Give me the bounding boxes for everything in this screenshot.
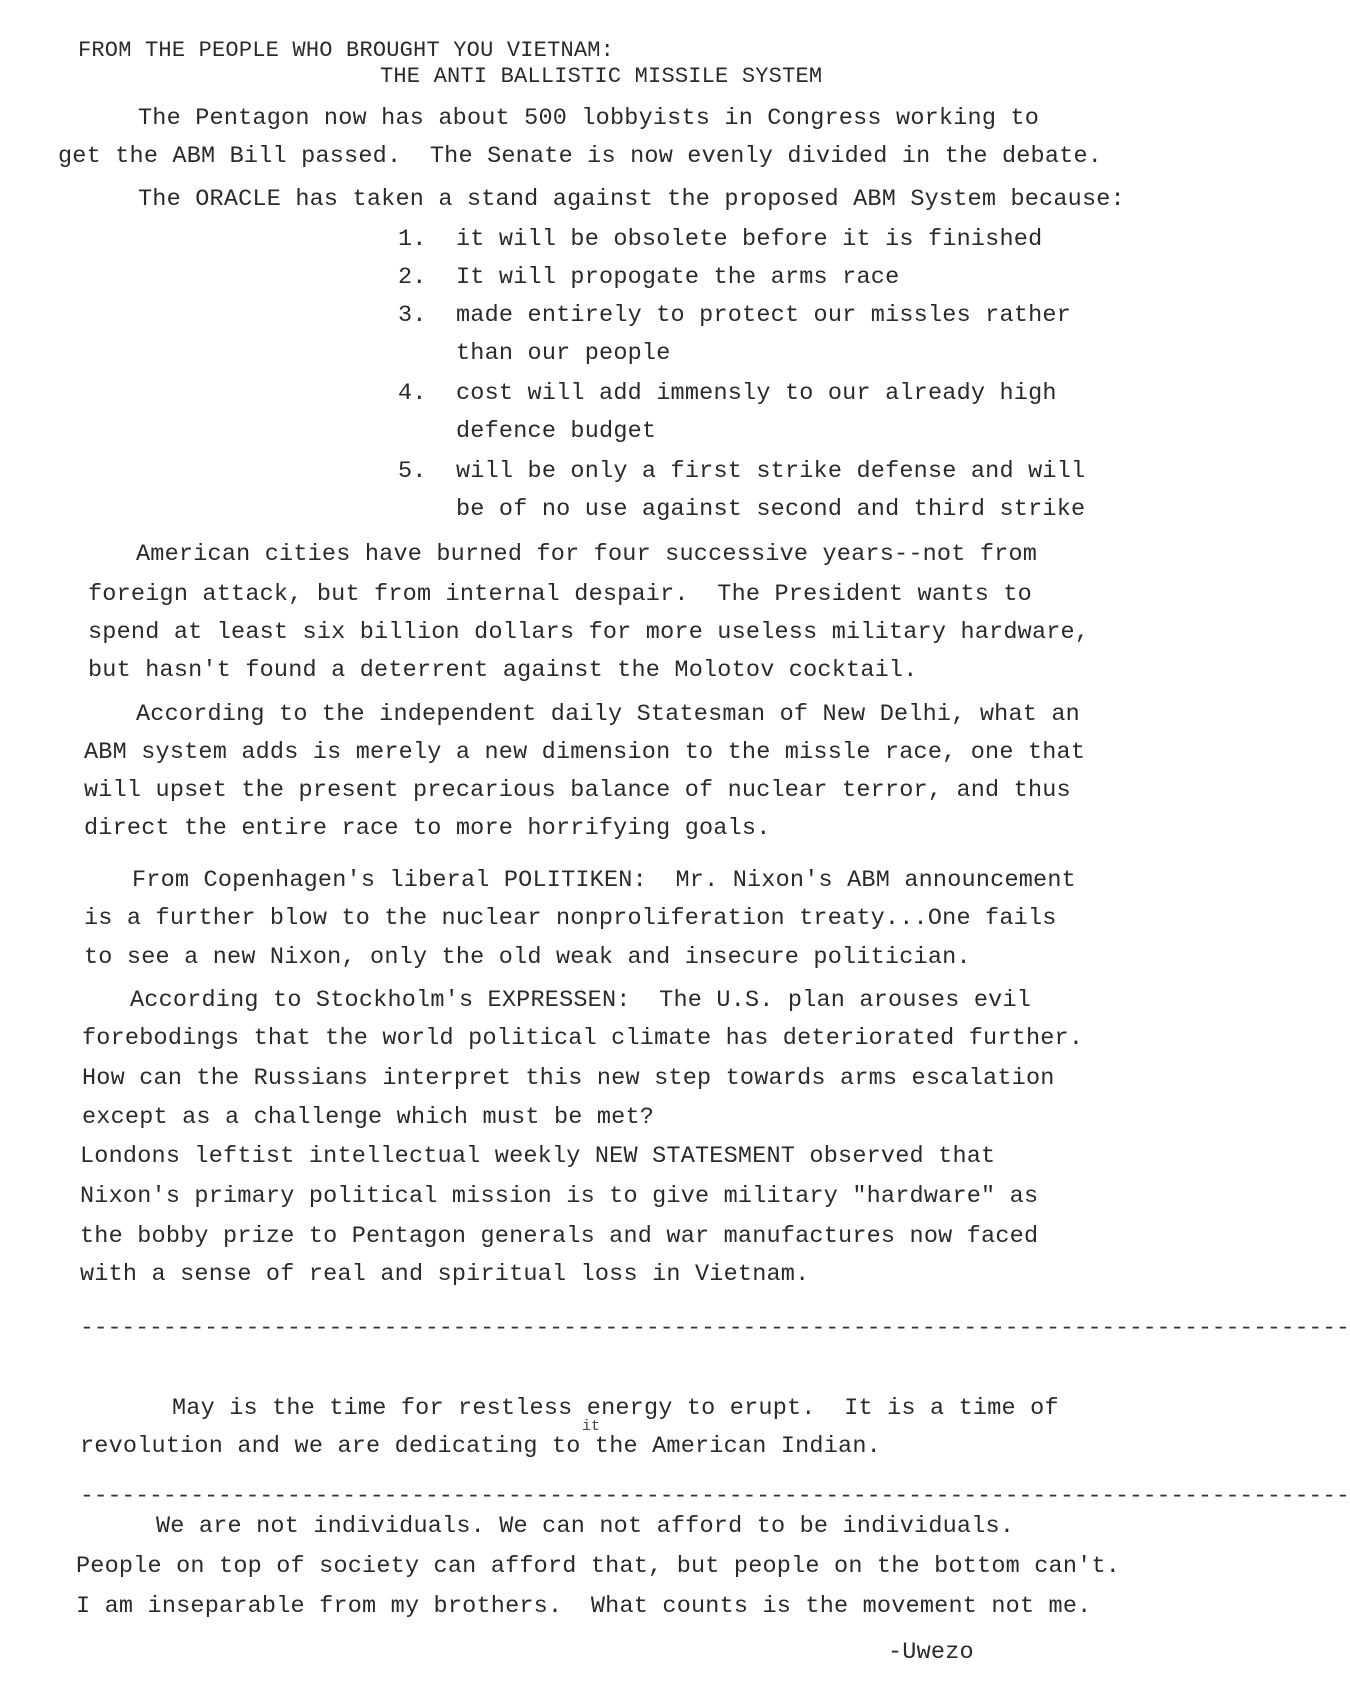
- header-line-1: FROM THE PEOPLE WHO BROUGHT YOU VIETNAM:: [78, 38, 615, 63]
- reason-5: [398, 457, 1085, 487]
- reason-2: [398, 263, 899, 293]
- reason-text: It will propogate the arms race: [456, 264, 900, 291]
- london-line-4: with a sense of real and spiritual loss in Vietnam.: [80, 1261, 810, 1288]
- reason-number: 2.: [398, 264, 427, 291]
- quote-line-3: I am inseparable from my brothers. What counts is the movement not me.: [76, 1593, 1092, 1620]
- quote-line-2: People on top of society can afford that, but people on the bottom can't.: [76, 1553, 1121, 1580]
- copenhagen-line-3: to see a new Nixon, only the old weak and insecure politician.: [84, 944, 971, 971]
- delhi-line-1: According to the independent daily Statesman of New Delhi, what an: [136, 701, 1080, 728]
- reason-5-continued: be of no use against second and third strike: [456, 496, 1086, 523]
- cities-line-2: foreign attack, but from internal despair. The President wants to: [88, 581, 1032, 608]
- reason-4: [398, 379, 1057, 409]
- cities-line-4: but hasn't found a deterrent against the Molotov cocktail.: [88, 657, 918, 684]
- handwritten-insert: it: [582, 1418, 601, 1435]
- reason-number: 1.: [398, 226, 427, 253]
- stockholm-line-3: How can the Russians interpret this new step towards arms escalation: [82, 1065, 1055, 1092]
- delhi-line-4: direct the entire race to more horrifying goals.: [84, 815, 771, 842]
- reason-number: 3.: [398, 302, 427, 329]
- header-line-2: THE ANTI BALLISTIC MISSILE SYSTEM: [380, 64, 823, 89]
- copenhagen-line-1: From Copenhagen's liberal POLITIKEN: Mr. Nixon's ABM announcement: [132, 867, 1076, 894]
- reason-text: it will be obsolete before it is finished: [456, 226, 1043, 253]
- dashed-divider: --------------------------------------------------------------------------------------------: [80, 1315, 1350, 1341]
- reason-text: made entirely to protect our missles rather: [456, 302, 1071, 329]
- intro-line-1: The Pentagon now has about 500 lobbyists in Congress working to: [138, 105, 1040, 132]
- quote-attribution: -Uwezo: [888, 1639, 974, 1666]
- may-line-2-end: to the American Indian.: [537, 1433, 881, 1460]
- london-line-2: Nixon's primary political mission is to give military "hardware" as: [80, 1183, 1039, 1210]
- stockholm-line-4: except as a challenge which must be met?: [82, 1104, 655, 1131]
- may-line-2-start: revolution and we are dedicating: [80, 1433, 538, 1460]
- reason-4-continued: defence budget: [456, 418, 657, 445]
- reason-number: 5.: [398, 458, 427, 485]
- stockholm-line-1: According to Stockholm's EXPRESSEN: The U.S. plan arouses evil: [130, 987, 1032, 1014]
- delhi-line-2: ABM system adds is merely a new dimension to the missle race, one that: [84, 739, 1086, 766]
- reason-3: [398, 301, 1071, 331]
- reason-1: [398, 225, 1042, 255]
- reason-3-continued: than our people: [456, 340, 671, 367]
- dashed-divider: --------------------------------------------------------------------------------------------: [80, 1483, 1350, 1509]
- cities-line-3: spend at least six billion dollars for more useless military hardware,: [88, 619, 1090, 646]
- cities-line-1: American cities have burned for four successive years--not from: [136, 541, 1038, 568]
- reason-text: cost will add immensly to our already high: [456, 380, 1057, 407]
- may-line-2: [80, 1432, 881, 1462]
- reason-number: 4.: [398, 380, 427, 407]
- london-line-1: Londons leftist intellectual weekly NEW STATESMENT observed that: [80, 1143, 996, 1170]
- intro-line-2: get the ABM Bill passed. The Senate is now evenly divided in the debate.: [58, 143, 1103, 170]
- stockholm-line-2: forebodings that the world political climate has deteriorated further.: [82, 1025, 1084, 1052]
- london-line-3: the bobby prize to Pentagon generals and war manufactures now faced: [80, 1223, 1039, 1250]
- reason-text: will be only a first strike defense and will: [456, 458, 1086, 485]
- copenhagen-line-2: is a further blow to the nuclear nonproliferation treaty...One fails: [84, 905, 1057, 932]
- may-line-1: May is the time for restless energy to erupt. It is a time of: [172, 1395, 1059, 1422]
- intro-line-3: The ORACLE has taken a stand against the proposed ABM System because:: [138, 186, 1125, 213]
- quote-line-1: We are not individuals. We can not afford to be individuals.: [156, 1513, 1015, 1540]
- delhi-line-3: will upset the present precarious balance of nuclear terror, and thus: [84, 777, 1071, 804]
